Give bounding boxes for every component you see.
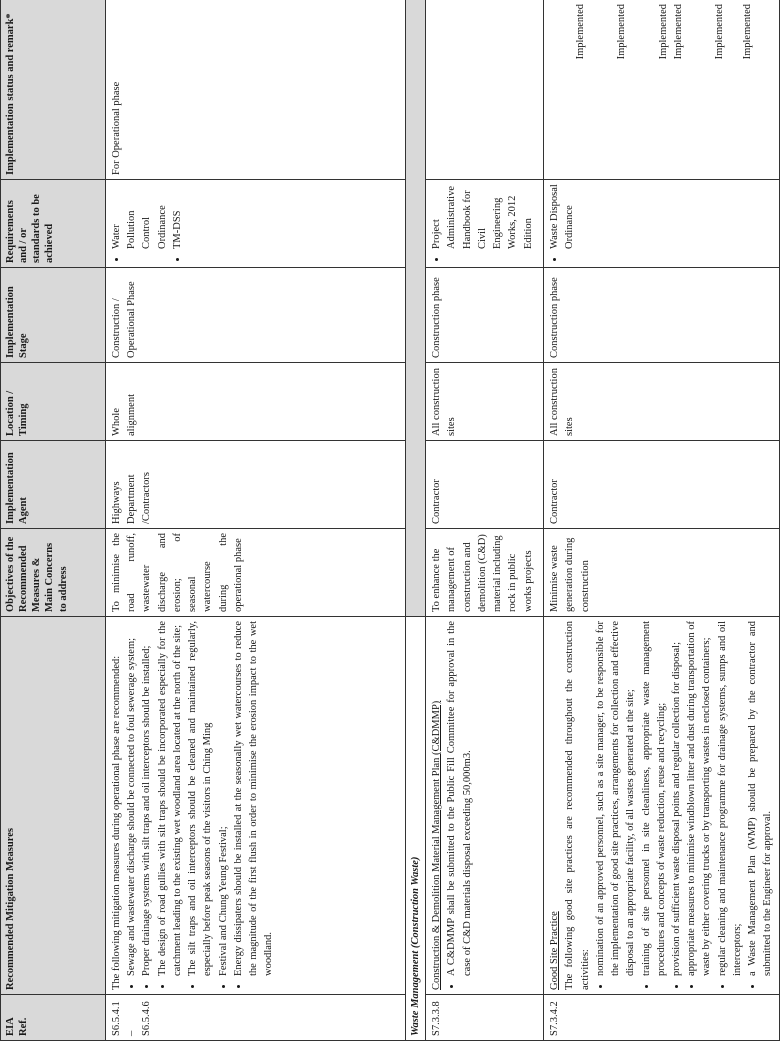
location-cell: Whole alignment [106, 363, 406, 441]
measures-list [444, 621, 474, 990]
eia-ref-start: S6.5.4.1 [111, 1001, 122, 1036]
measures-list [593, 621, 776, 990]
list-item: • a Waste Management Plan (WMP) should be prepared by the contractor and submitted to the Engineer for approval. [745, 621, 775, 976]
section-fill [406, 0, 426, 617]
list-item: • The design of road gullies with silt traps should be incorporated especially for the catchment leading to the existing wet woodland area located at the north of the site; [155, 621, 185, 976]
header-agent: Implementation Agent [1, 441, 106, 529]
header-eia-ref: EIA Ref. [1, 995, 106, 1041]
eia-ref-cell: S7.3.4.2 [544, 995, 779, 1041]
header-stage: Implementation Stage [1, 268, 106, 363]
header-location: Location / Timing [1, 363, 106, 441]
list-item: • Water Pollution Control Ordinance [109, 184, 170, 249]
eia-ref-cell [106, 995, 406, 1041]
agent-cell: Contractor [426, 441, 544, 529]
list-item: • regular cleaning and maintenance programme for drainage systems, sumps and oil interceptors; [715, 621, 745, 976]
requirements-list [547, 184, 577, 263]
measures-cell [544, 617, 779, 995]
list-item: • Proper drainage systems with silt traps and oil interceptors should be installed; [139, 621, 154, 976]
location-cell: All construction sites [426, 363, 544, 441]
requirements-cell [106, 180, 406, 268]
requirements-cell [426, 180, 544, 268]
list-item: • training of site personnel in site cleanliness, appropriate waste management procedures and concepts of waste reduction, reuse and recycling; [639, 621, 669, 976]
section-title: Waste Management (Construction Waste) [406, 617, 426, 1041]
header-row [1, 0, 106, 1041]
requirements-list [109, 184, 185, 263]
requirements-list [429, 184, 536, 263]
eia-ref-cell: S7.3.3.8 [426, 995, 544, 1041]
table-row [544, 0, 779, 1041]
status-line: Implemented [616, 4, 628, 60]
header-requirements: Requirements and / or standards to be achieved [1, 180, 106, 268]
status-line: Implemented [575, 4, 587, 60]
measures-intro: The following mitigation measures during operational phase are recommended: [111, 655, 122, 990]
measures-intro: The following good site practices are recommended throughout the construction activities: [564, 621, 591, 990]
status-line: Implemented [672, 4, 684, 60]
measures-heading: Good Site Practice [549, 911, 561, 990]
table-row [426, 0, 544, 1041]
eia-ref-end: S6.5.4.6 [141, 1001, 153, 1036]
stage-cell: Construction / Operational Phase [106, 268, 406, 363]
list-item: • Festival and Chung Yeung Festival; [216, 621, 231, 976]
status-cell: For Operational phase [106, 0, 406, 180]
table-row [106, 0, 406, 1041]
objective-cell: To minimise the road runoff, wastewater discharge and erosion; of seasonal watercourse during the operational phase [106, 529, 406, 617]
list-item: • nomination of an approved personnel, such as a site manager, to be responsible for the implementation of good site practices, arrangements for collection and effective disposal to an appropriate facility, of all wastes generated at the site; [593, 621, 639, 976]
list-item: • A C&DMMP shall be submitted to the Public Fill Committee for approval in the case of C&D materials disposal exceeding 50,000m3. [444, 621, 474, 976]
objective-cell: Minimise waste generation during construction [544, 529, 779, 617]
status-line: Implemented [742, 4, 754, 60]
header-objectives: Objectives of the Recommended Measures & Main Concerns to address [1, 529, 106, 617]
eia-ref-dash: – [126, 1030, 138, 1036]
list-item: • Energy dissipaters should be installed at the seasonally wet watercourses to reduce the magnitude of the first flush in order to minimise the erosion impact to the wet woodland. [231, 621, 277, 976]
agent-cell: Highways Department /Contractors [106, 441, 406, 529]
status-line: Implemented [657, 4, 669, 60]
stage-cell: Construction phase [426, 268, 544, 363]
header-status: Implementation status and remark* [1, 0, 106, 180]
measures-heading: Construction & Demolition Material Management Plan (C&DMMP) [431, 700, 443, 990]
status-cell [426, 0, 544, 180]
measures-cell [426, 617, 544, 995]
location-cell: All construction sites [544, 363, 779, 441]
list-item: • The silt traps and oil interceptors should be cleaned and maintained regularly, especially before peak seasons of the visitors in Ching Ming [185, 621, 215, 976]
list-item: • appropriate measures to minimise windblown litter and dust during transportation of waste by either covering trucks or by transporting wastes in enclosed containers; [684, 621, 714, 976]
stage-cell: Construction phase [544, 268, 779, 363]
section-row [406, 0, 426, 1041]
list-item: • Waste Disposal Ordinance [547, 184, 577, 249]
list-item: • TM-DSS [170, 184, 185, 249]
list-item: • provision of sufficient waste disposal points and regular collection for disposal; [669, 621, 684, 976]
requirements-cell [544, 180, 779, 268]
status-cell [544, 0, 779, 180]
measures-cell [106, 617, 406, 995]
header-mitigation-measures: Recommended Mitigation Measures [1, 617, 106, 995]
list-item: • Project Administrative Handbook for Civil Engineering Works, 2012 Edition [429, 184, 536, 249]
status-line: Implemented [714, 4, 726, 60]
list-item: • Sewage and wastewater discharge should be connected to foul sewerage system; [124, 621, 139, 976]
measures-list [124, 621, 276, 990]
agent-cell: Contractor [544, 441, 779, 529]
objective-cell: To enhance the management of construction and demolition (C&D) material including rock in public works projects [426, 529, 544, 617]
